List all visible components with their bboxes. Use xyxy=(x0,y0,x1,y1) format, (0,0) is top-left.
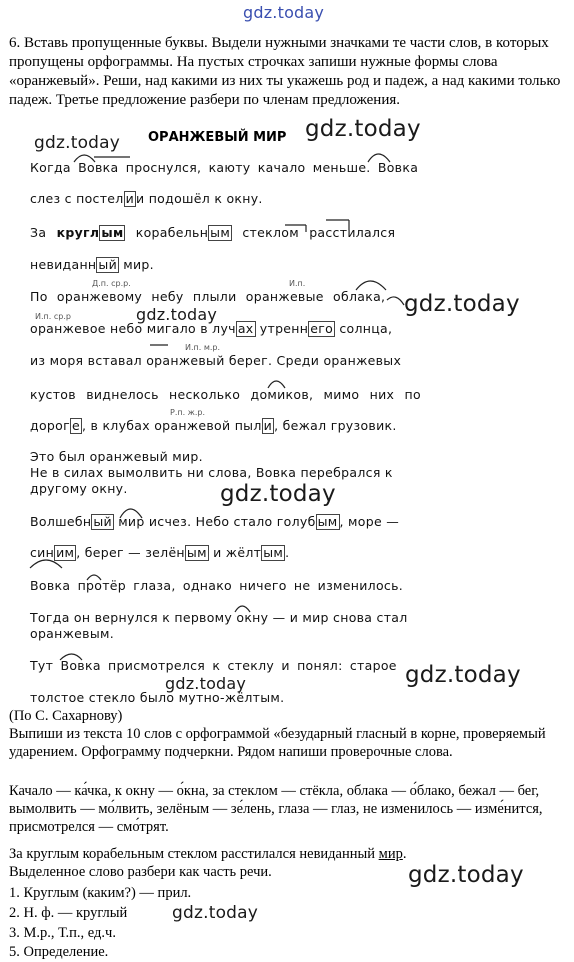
task-text: 6. Вставь пропущенные буквы. Выдели нужными значками те части слов, в которых пропущены орфограммы. На пустых строчках запиши нужные формы слова «оранжевый». Реши, над какими из них ты укажешь род и падеж, а над какими только падеж. Третье предложение разбери по членам предложения. xyxy=(9,35,561,108)
text: солнца, xyxy=(339,321,393,336)
text: , бежал грузовик. xyxy=(274,418,397,433)
analysis-item: 5. Определение. xyxy=(9,944,109,960)
grammar-note: Р.п. ж.р. xyxy=(170,408,206,417)
grammar-note: И.п. м.р. xyxy=(185,343,221,352)
text: , море — xyxy=(339,514,400,529)
text: невиданн xyxy=(30,257,97,272)
text: утренн xyxy=(259,321,309,336)
text: кругл xyxy=(56,225,100,240)
watermark: gdz.today xyxy=(405,662,521,688)
text: , берег — зелён xyxy=(76,545,185,560)
story-line: Тогда он вернулся к первому окну — и мир снова стал xyxy=(30,610,408,625)
watermark: gdz.today xyxy=(243,3,325,22)
watermark: gdz.today xyxy=(404,291,520,317)
text: . xyxy=(285,545,290,560)
filled-letter-box: его xyxy=(310,321,334,336)
highlighted-word: мир xyxy=(378,846,403,862)
text: оранжевое небо мигало в луч xyxy=(30,321,236,336)
story-line: оранжевым. xyxy=(30,626,115,641)
filled-letter-box: ым xyxy=(210,225,231,240)
story-line: Вовка протёр глаза, однако ничего не изменилось. xyxy=(30,578,404,593)
grammar-note: И.п. xyxy=(289,279,306,288)
watermark: gdz.today xyxy=(408,862,524,888)
watermark: gdz.today xyxy=(165,674,247,693)
answer-sentence xyxy=(9,845,406,863)
story-line: кустов виднелось несколько домиков, мимо них по xyxy=(30,387,421,402)
story-line: другому окну. xyxy=(30,481,128,496)
text: . xyxy=(402,846,407,862)
filled-letter-box: и xyxy=(263,418,273,433)
text: слез с постел xyxy=(30,191,124,206)
story-line: Не в силах вымолвить ни слова, Вовка перебрался к xyxy=(30,465,393,480)
filled-letter-box: ым xyxy=(101,225,124,240)
text: , в клубах оранжевой пыл xyxy=(81,418,262,433)
filled-letter-box: ым xyxy=(186,545,207,560)
text: стеклом расстилался xyxy=(242,225,396,240)
text: За круглым корабельным стеклом расстилался невиданный xyxy=(9,846,379,862)
story-title: ОРАНЖЕВЫЙ МИР xyxy=(148,130,287,145)
grammar-note: Д.п. ср.р. xyxy=(92,279,131,288)
answer-instruction: Выделенное слово разбери как часть речи. xyxy=(9,864,272,880)
answer-instruction: Выпиши из текста 10 слов с орфограммой «безударный гласный в корне, проверяемый ударением. Орфограмму подчеркни. Рядом напиши проверочные слова. xyxy=(9,726,546,760)
watermark: gdz.today xyxy=(34,133,121,153)
story-line: толстое стекло было мутно-жёлтым. xyxy=(30,690,285,705)
text: корабельн xyxy=(135,225,209,240)
watermark: gdz.today xyxy=(220,481,336,507)
filled-letter-box: ым xyxy=(263,545,284,560)
story-line: Это был оранжевый мир. xyxy=(30,449,203,464)
analysis-item: 3. М.р., Т.п., ед.ч. xyxy=(9,925,116,941)
text: син xyxy=(30,545,55,560)
text: мир. xyxy=(123,257,154,272)
text: и жёлт xyxy=(213,545,262,560)
filled-letter-box: им xyxy=(56,545,75,560)
source-citation: (По С. Сахарнову) xyxy=(9,708,123,724)
text: дорог xyxy=(30,418,70,433)
watermark: gdz.today xyxy=(172,903,259,923)
filled-letter-box: ый xyxy=(98,257,117,272)
watermark: gdz.today xyxy=(136,305,218,324)
text: Волшебн xyxy=(30,514,92,529)
grammar-note: И.п. ср.р xyxy=(35,312,71,321)
watermark: gdz.today xyxy=(305,116,421,142)
filled-letter-box: и xyxy=(125,191,135,206)
story-line: из моря вставал оранжевый берег. Среди оранжевых xyxy=(30,353,402,368)
answer-words: Качало — ка́чка, к окну — о́кна, за стеклом — стёкла, облака — о́блако, бежал — бег, вымолвить — мо́лвить, зелёным — зе́лень, глаза — глаз, не изменилось — изме́нится, присмотрелся — смо́трят. xyxy=(9,783,543,835)
text: За xyxy=(30,225,47,240)
story-line: Когда Вовка проснулся, каюту качало меньше. Вовка xyxy=(30,160,419,175)
analysis-item: 2. Н. ф. — круглый xyxy=(9,905,128,921)
text: мир исчез. Небо стало голуб xyxy=(118,514,316,529)
text: и подошёл к окну. xyxy=(136,191,263,206)
filled-letter-box: ах xyxy=(237,321,254,336)
story-line: По оранжевому небу плыли оранжевые облака, xyxy=(30,289,386,304)
filled-letter-box: ый xyxy=(93,514,112,529)
story-line: Тут Вовка присмотрелся к стеклу и понял: старое xyxy=(30,658,397,673)
filled-letter-box: ым xyxy=(317,514,338,529)
filled-letter-box: е xyxy=(71,418,80,433)
analysis-item: 1. Круглым (каким?) — прил. xyxy=(9,885,192,901)
